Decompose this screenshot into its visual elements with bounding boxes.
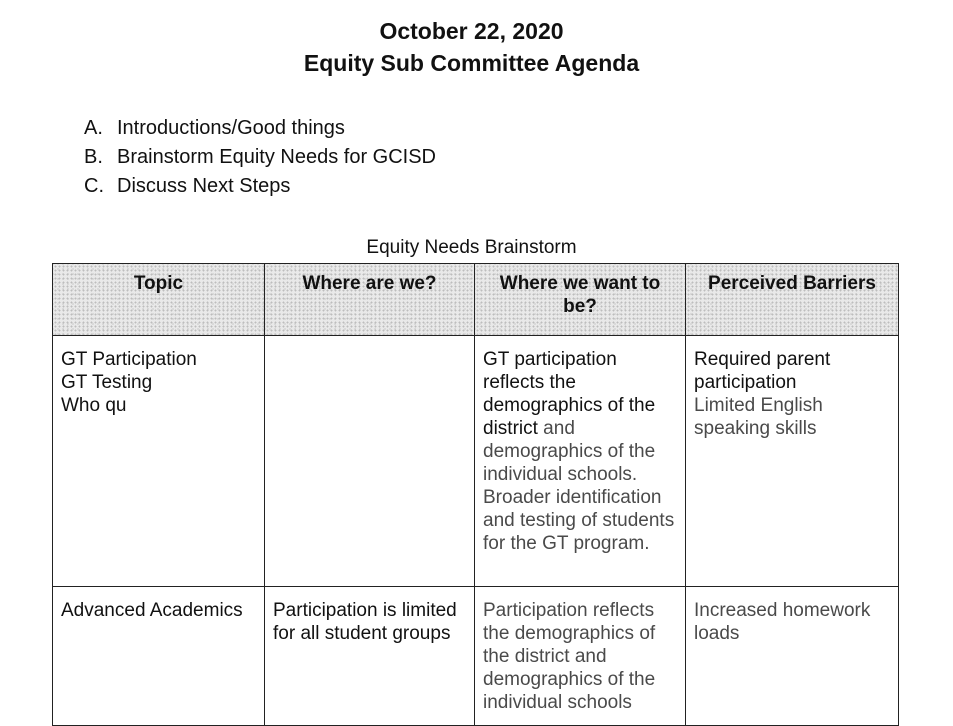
where-we-want-rest: Participation reflects the demographics of the district and demographics of the individual schools (483, 600, 656, 713)
agenda-item (84, 143, 436, 172)
column-header-where-we-want-to-be: Where we want to be? (475, 264, 686, 336)
agenda-item-text: Introductions/Good things (117, 117, 345, 139)
table-header-row (53, 264, 899, 336)
barriers-lead: Required parent participation (694, 349, 831, 393)
topic-line: GT Testing (61, 372, 153, 393)
topic-cell (53, 336, 265, 587)
topic-line: Who qu (61, 395, 127, 416)
agenda-item-letter: A. (84, 117, 103, 139)
column-header-where-are-we: Where are we? (265, 264, 475, 336)
barriers-rest: Limited English speaking skills (694, 395, 823, 439)
table-row (53, 336, 899, 587)
topic-line: Advanced Academics (61, 600, 243, 621)
column-header-topic: Topic (53, 264, 265, 336)
table-row (53, 587, 899, 726)
barriers-cell (686, 587, 899, 726)
topic-line: GT Participation (61, 349, 197, 370)
where-are-we-cell: Participation is limited for all student groups (265, 587, 475, 726)
where-are-we-cell (265, 336, 475, 587)
agenda-item (84, 172, 436, 201)
topic-cell (53, 587, 265, 726)
meeting-date: October 22, 2020 (379, 18, 564, 44)
where-we-want-cell (475, 587, 686, 726)
agenda-item (84, 114, 436, 143)
barriers-rest: Increased homework loads (694, 600, 871, 644)
agenda-item-text: Discuss Next Steps (117, 175, 291, 197)
agenda-item-letter: C. (84, 175, 104, 197)
agenda-item-letter: B. (84, 146, 103, 168)
column-header-perceived-barriers: Perceived Barriers (686, 264, 899, 336)
document-title: Equity Sub Committee Agenda (303, 50, 640, 76)
where-we-want-cell (475, 336, 686, 587)
table-caption: Equity Needs Brainstorm (366, 237, 577, 258)
where-we-want-rest: and demographics of the individual schools. Broader identification and testing of students for the GT program. (483, 418, 675, 554)
barriers-cell (686, 336, 899, 587)
where-we-want-lead: GT participation reflects the demographics of the district (483, 349, 656, 439)
equity-needs-table (52, 263, 899, 726)
agenda-list (84, 114, 436, 201)
agenda-item-text: Brainstorm Equity Needs for GCISD (117, 146, 436, 168)
